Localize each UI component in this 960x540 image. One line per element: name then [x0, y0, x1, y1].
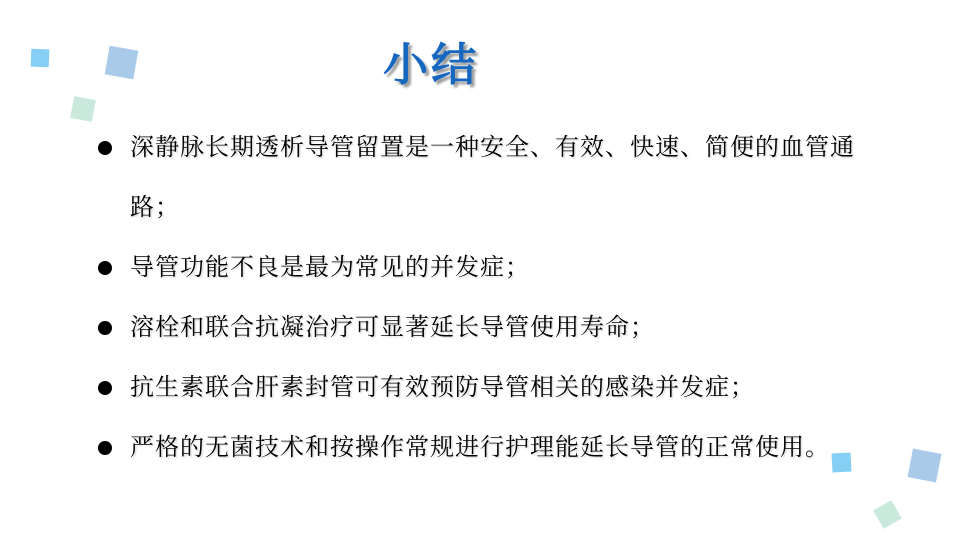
bullet-list	[98, 118, 888, 478]
bullet-marker-icon	[98, 238, 130, 275]
bullet-text-line: 溶栓和联合抗凝治疗可显著延长导管使用寿命；	[130, 314, 655, 341]
bullet-text-line: 路；	[130, 194, 180, 221]
bullet-text	[130, 298, 888, 358]
bullet-text	[130, 118, 888, 238]
decor-square-bottom-right-green	[873, 500, 902, 529]
bullet-marker-icon	[98, 298, 130, 335]
bullet-item-5	[98, 418, 888, 478]
slide-title: 小结	[382, 39, 479, 90]
bullet-item-1	[98, 118, 888, 238]
decor-square-bottom-right-blue	[907, 448, 941, 482]
bullet-marker-icon	[98, 358, 130, 395]
bullet-item-3	[98, 298, 888, 358]
bullet-text	[130, 358, 888, 418]
bullet-text	[130, 238, 888, 298]
bullet-text-line: 抗生素联合肝素封管可有效预防导管相关的感染并发症；	[130, 374, 755, 401]
decor-square-top-left-green	[70, 96, 96, 122]
bullet-item-4	[98, 358, 888, 418]
bullet-item-2	[98, 238, 888, 298]
bullet-marker-icon	[98, 418, 130, 455]
bullet-text-line: 导管功能不良是最为常见的并发症；	[130, 254, 530, 281]
bullet-text-line: 深静脉长期透析导管留置是一种安全、有效、快速、简便的血管通	[130, 134, 855, 161]
bullet-text	[130, 418, 888, 478]
bullet-text-line: 严格的无菌技术和按操作常规进行护理能延长导管的正常使用。	[130, 434, 830, 461]
bullet-marker-icon	[98, 118, 130, 155]
